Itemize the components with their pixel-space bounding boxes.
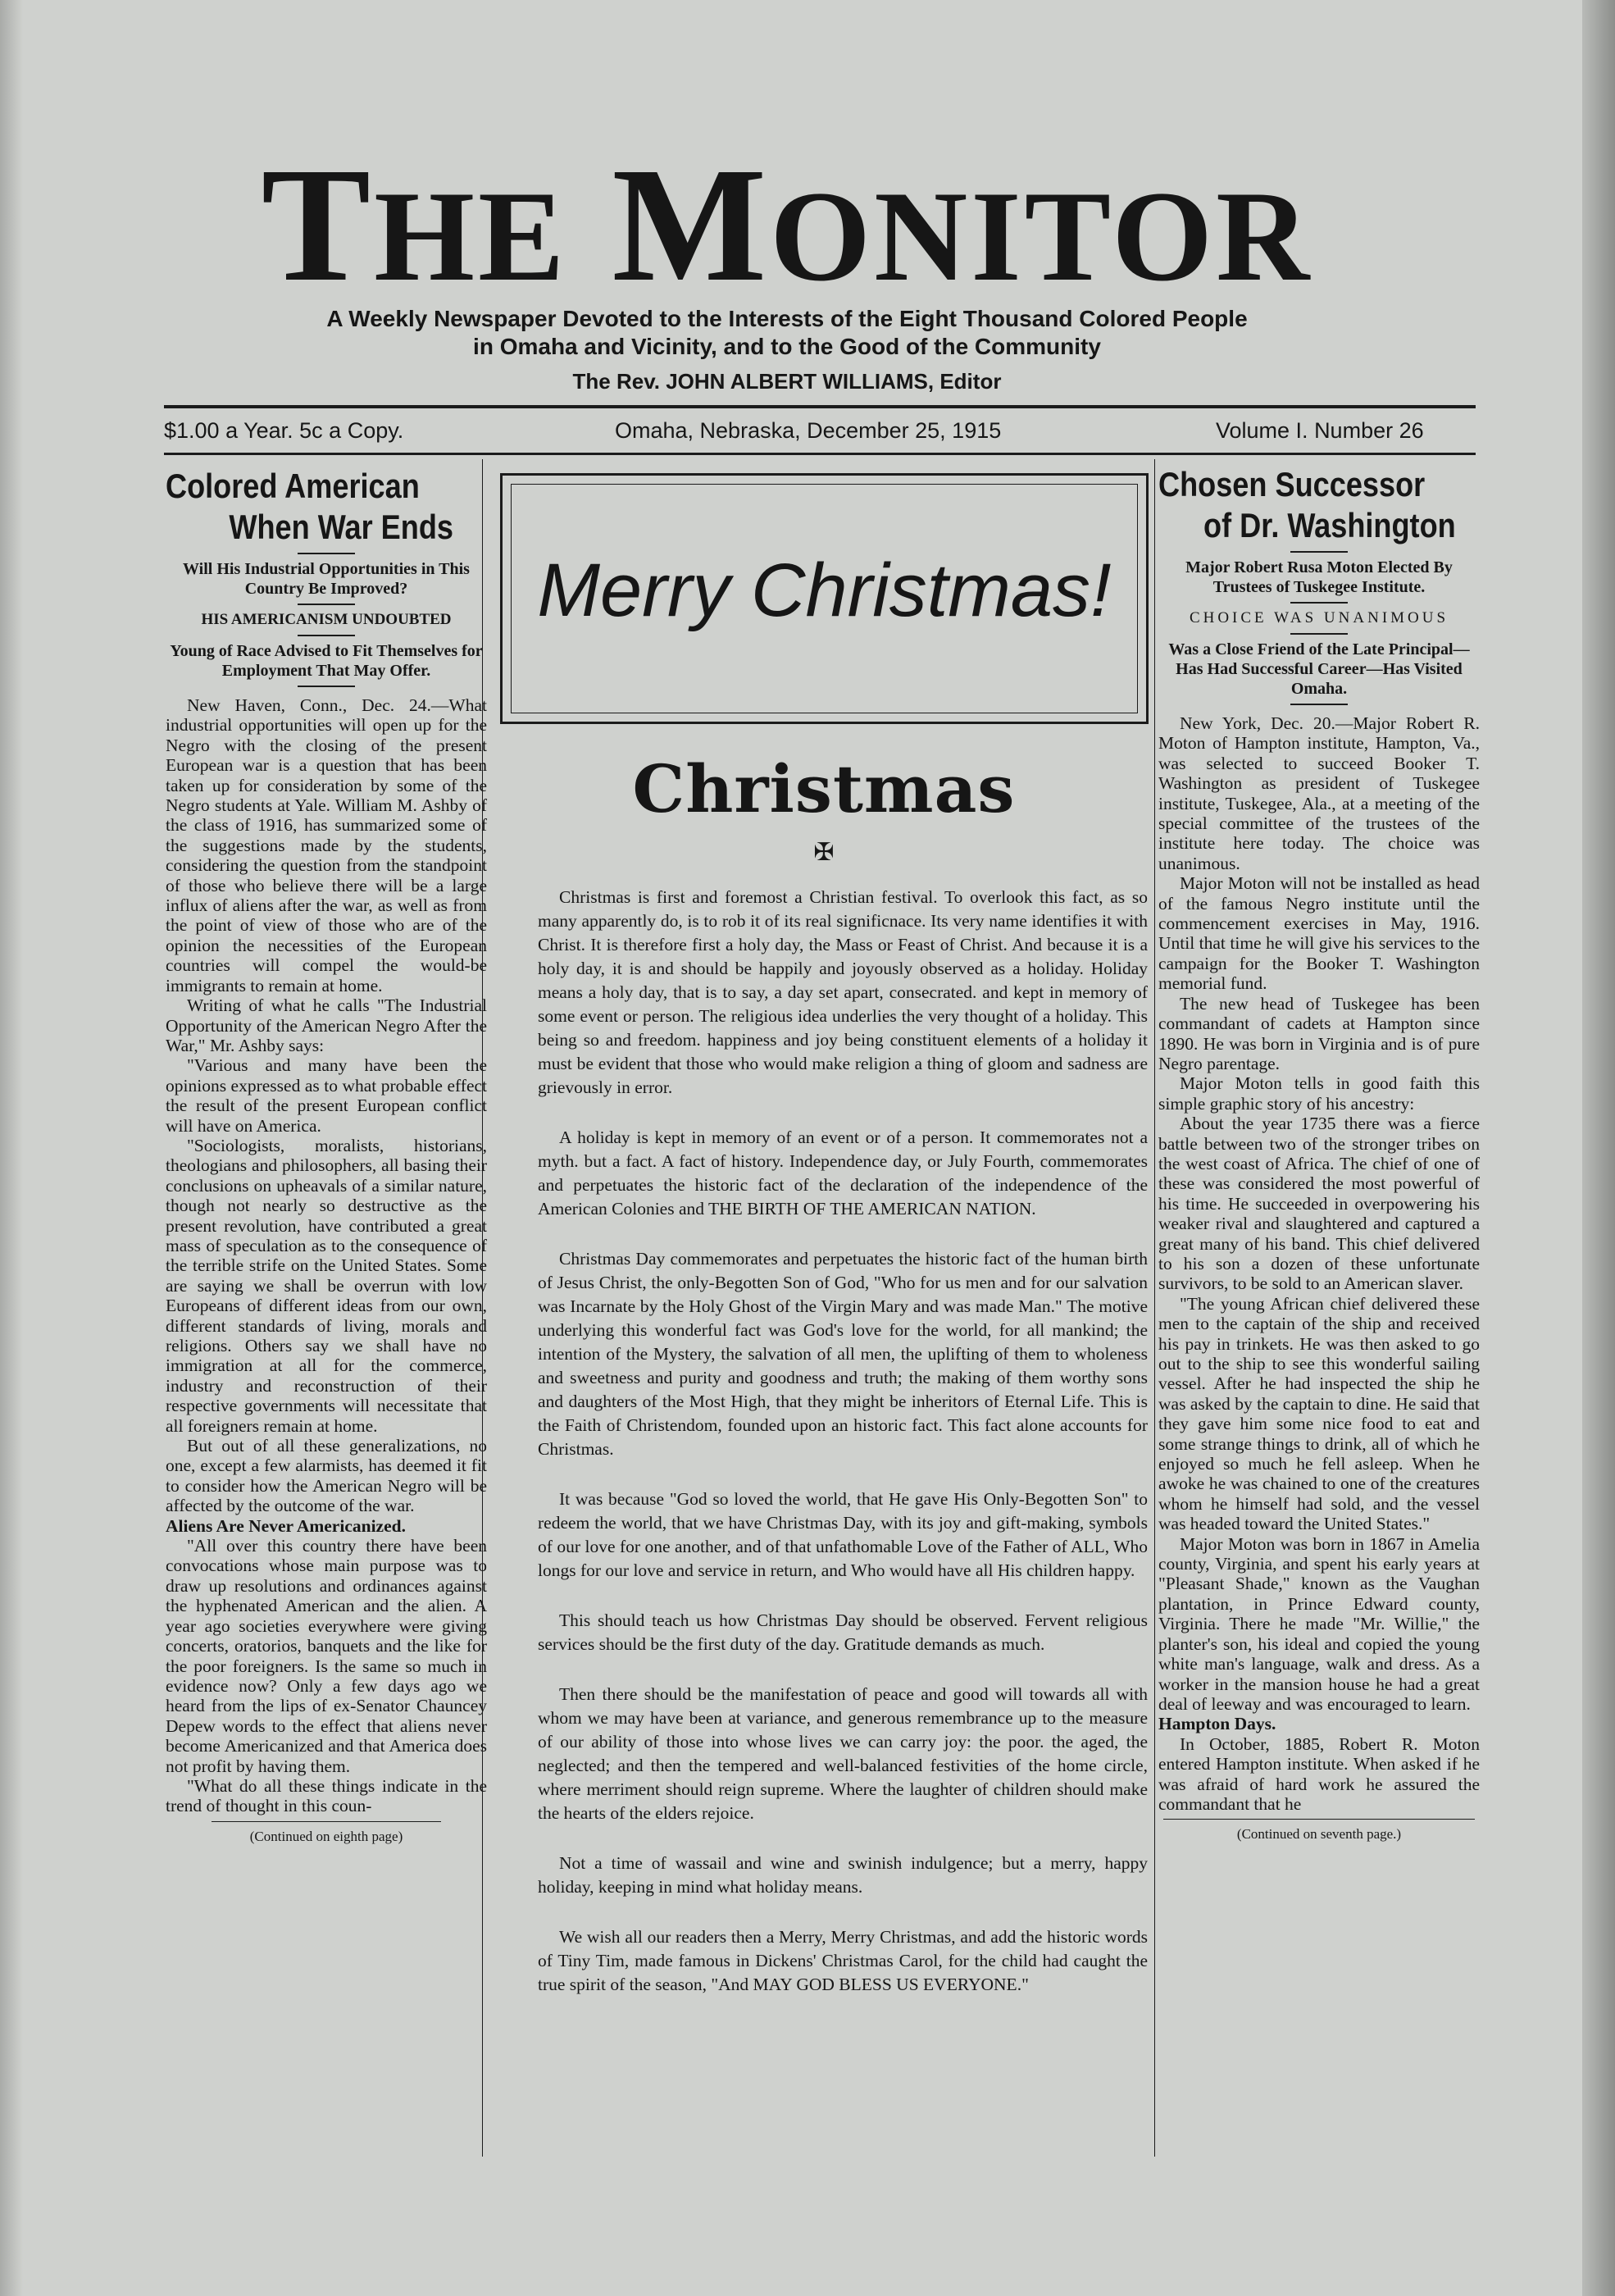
- left-headline-line-1: Colored American: [166, 467, 420, 505]
- column-divider-right: [1154, 459, 1155, 2157]
- right-paragraph: New York, Dec. 20.—Major Robert R. Moton of Hampton institute, Hampton, Va., was selected to succeed Booker T. Washington as president of Tuskegee institute, Tuskegee, Ala., at a meeting of the special committee of the trustees of the institute here today. The choice was unanimous.: [1158, 713, 1480, 873]
- right-paragraph: About the year 1735 there was a fierce battle between two of the stronger tribes on the west coast of Africa. The chief of one of these was considered the most powerful of his time. He succeeded in overpowering his weaker rival and slaughtered and captured a great many of his band. This chief delivered to his son a dozen of these unfortunate survivors, to be sold to an American slaver.: [1158, 1114, 1480, 1294]
- right-deck-1: Major Robert Rusa Moton Elected By Trustees of Tuskegee Institute.: [1185, 558, 1453, 596]
- left-paragraph: "All over this country there have been convocations whose main purpose was to draw up resolutions and ordinances against the hyphenated American and the alien. A year ago societies everywhere were giving concerts, oratorios, banquets and the like for the poor foreigners. Is the same so much in evidence now? Only a few days ago we heard from the lips of ex-Senator Chauncey Depew words to the effect that aliens never become Americanized and that America does not profit by having them.: [166, 1536, 487, 1776]
- subtitle-line-1: A Weekly Newspaper Devoted to the Interests of the Eight Thousand Colored People: [326, 306, 1248, 331]
- divider: [298, 686, 355, 687]
- left-paragraph: "Sociologists, moralists, historians, theologians and philosophers, all basing their conclusions on upheavals of a similar nature, though not nearly so destructive as the present revolution, have contributed a great mass of speculation as to the consequence of the terrible strife on the United States. Some are saying we shall be overrun with low Europeans of different ideas from our own, different standards of living, morals and religions. Others say we shall have no immigration at all for the commerce, industry and reconstruction of their respective governments will necessitate that all foreigners remain at home.: [166, 1135, 487, 1436]
- left-headline-line-2: When War Ends: [229, 508, 453, 546]
- center-paragraph: This should teach us how Christmas Day should be observed. Fervent religious services should be the first duty of the day. Gratitude demands as much.: [538, 1610, 1148, 1654]
- left-paragraph: "What do all these things indicate in the trend of thought in this coun-: [166, 1775, 487, 1816]
- subtitle-line-2: in Omaha and Vicinity, and to the Good of the Community: [473, 334, 1101, 359]
- right-headline: [1158, 464, 1468, 546]
- divider: [1290, 602, 1348, 604]
- left-deck-2: HIS AMERICANISM UNDOUBTED: [201, 611, 452, 628]
- right-paragraph: In October, 1885, Robert R. Moton entered Hampton institute. When asked if he was afraid of hard work he assured the commandant that he: [1158, 1733, 1480, 1814]
- merry-christmas-box: [500, 473, 1149, 724]
- center-paragraph: A holiday is kept in memory of an event or of a person. It commemorates not a myth. but a fact. A fact of history. Independence day, or July Fourth, commemorates and perpetuates the historic fact of the declaration of the independence of the American Colonies and THE BIRTH OF THE AMERICAN NATION.: [538, 1128, 1148, 1219]
- right-paragraph: Major Moton tells in good faith this simple graphic story of his ancestry:: [1158, 1073, 1480, 1114]
- editor-line: The Rev. JOHN ALBERT WILLIAMS, Editor: [572, 369, 1002, 394]
- center-paragraph: We wish all our readers then a Merry, Merry Christmas, and add the historic words of Tiny Tim, made famous in Dickens' Christmas Carol, for the child had caught the true spirit of the season, "And MAY GOD BLESS US EVERYONE.": [538, 1927, 1148, 1994]
- left-paragraph: "Various and many have been the opinions expressed as to what probable effect the result of the present European conflict will have on America.: [166, 1055, 487, 1136]
- masthead-title: THE MONITOR: [261, 134, 1313, 316]
- right-headline-line-1: Chosen Successor: [1158, 465, 1426, 503]
- left-continued: (Continued on eighth page): [249, 1828, 403, 1844]
- right-subhead: Hampton Days.: [1158, 1714, 1276, 1734]
- center-paragraph: Not a time of wassail and wine and swinish indulgence; but a merry, happy holiday, keeping in mind what holiday means.: [538, 1853, 1148, 1897]
- right-column: [1158, 464, 1480, 1845]
- divider: [1290, 551, 1348, 553]
- center-column: [538, 886, 1148, 2023]
- right-paragraph: Major Moton will not be installed as head of the famous Negro institute until the commencement exercises in May, 1916. Until that time he will give his services to the campaign for the Booker T. Washington memorial fund.: [1158, 873, 1480, 994]
- divider: [1163, 1819, 1475, 1820]
- left-paragraph: Writing of what he calls "The Industrial Opportunity of the American Negro After the War," Mr. Ashby says:: [166, 995, 487, 1055]
- divider: [1290, 704, 1348, 705]
- divider: [298, 604, 355, 605]
- left-paragraph: New Haven, Conn., Dec. 24.—What industrial opportunities will open up for the Negro with the closing of the present European war is a question that has been taken up for consideration by some of the Negro students at Yale. William M. Ashby of the class of 1916, has summarized some of the suggestions made by the students, considering the question from the standpoint of those who believe there will be a large influx of aliens after the war, as well as from the point of view of those who are of the opinion the necessities of the European countries will compel the would-be immigrants to remain at home.: [166, 695, 487, 995]
- divider: [1290, 633, 1348, 635]
- page-edge-right: [1582, 0, 1615, 2296]
- center-paragraph: Christmas is first and foremost a Christian festival. To overlook this fact, as so many apparently do, is to rob it of its real significnace. Its very name identifies it with Christ. It is therefore first a holy day, the Mass or Feast of Christ. And because it is a holy day, it is and should be happily and joyously observed as a holiday. Holiday means a holy day, that is to say, a day set apart, consecrated. and kept in memory of some event or person. The religious idea underlies the very thought of a holiday. This being so and freedom. happiness and joy being constituent elements of a holiday it must be evident that those who would make religion a thing of gloom and sadness are grievously in error.: [538, 887, 1148, 1097]
- right-deck-2: CHOICE WAS UNANIMOUS: [1189, 609, 1449, 626]
- info-bar: [164, 415, 1476, 448]
- left-paragraph: But out of all these generalizations, no one, except a few alarmists, has deemed it fit to consider how the American Negro will be affected by the outcome of the war.: [166, 1436, 487, 1516]
- price-label: $1.00 a Year. 5c a Copy.: [164, 418, 404, 443]
- right-continued: (Continued on seventh page.): [1236, 1826, 1402, 1843]
- center-paragraph: It was because "God so loved the world, that He gave His Only-Begotten Son" to redeem the world, that we have Christmas Day, with its joy and gift-making, symbols of our love for one another, and of that unfathomable Love of the Father of ALL, Who longs for our love and service in return, and Who would have all His children happy.: [538, 1489, 1148, 1580]
- left-subhead: Aliens Are Never Americanized.: [166, 1515, 406, 1536]
- center-paragraph: Christmas Day commemorates and perpetuates the historic fact of the human birth of Jesus Christ, the only-Begotten Son of God, "Who for us men and for our salvation was Incarnate by the Holy Ghost of the Virgin Mary and was made Man." The motive underlying this wonderful fact was God's love for the world, for all mankind; the intention of the Mystery, the salvation of all men, the uplifting of them to wholeness and sweetness and purity and goodness and truth; the making of them worthy sons and daughters of the Most High, that they might be inheritors of Eternal Life. This is the Faith of Christendom, founded upon an historic fact. This fact alone accounts for Christmas.: [538, 1249, 1148, 1459]
- volume-number: Volume I. Number 26: [1216, 418, 1424, 443]
- divider: [298, 553, 355, 554]
- left-deck-3: Young of Race Advised to Fit Themselves for Employment That May Offer.: [170, 642, 483, 680]
- dateline: Omaha, Nebraska, December 25, 1915: [615, 418, 1002, 443]
- christmas-title: Christmas: [632, 750, 1016, 827]
- cross-ornament-icon: ✠: [813, 838, 835, 867]
- left-deck-1: Will His Industrial Opportunities in This Country Be Improved?: [183, 560, 470, 598]
- top-rule: [164, 405, 1476, 408]
- right-deck-3: Was a Close Friend of the Late Principal—Has Had Successful Career—Has Visited Omaha.: [1168, 640, 1470, 698]
- right-paragraph: "The young African chief delivered these men to the captain of the ship and received his pay in trinkets. He was then asked to go out to the ship to see this wonderful sailing vessel. After he had inspected the ship he was asked by the captain to dine. He said that they gave him some nice food to eat and some strange things to drink, all of which he enjoyed so much he fell asleep. When he awoke he was chained to one of the creatures whom he himself had sold, and the vessel was headed toward the United States.": [1158, 1293, 1480, 1534]
- right-paragraph: Major Moton was born in 1867 in Amelia county, Virginia, and spent his early years at "Pleasant Shade," known as the Vaughan plantation, in Prince Edward county, Virginia. There he made "Mr. Willie," the planter's son, his ideal and copied the young white man's language, walk and dress. As a worker in the mansion house he had a great deal of leeway and was encouraged to learn.: [1158, 1533, 1480, 1714]
- divider: [212, 1821, 441, 1822]
- divider: [298, 635, 355, 636]
- page-edge-left: [0, 0, 23, 2296]
- left-column: [166, 466, 487, 1847]
- left-headline: [166, 466, 475, 548]
- right-headline-line-2: of Dr. Washington: [1203, 506, 1456, 544]
- center-paragraph: Then there should be the manifestation of peace and good will towards all with whom we may have been at variance, and generous remembrance up to the measure of our ability of those into whose lives we can carry joy: the poor. the aged, the neglected; and then the tempered and well-balanced festivities of the home circle, where merriment should reign supreme. Where the laughter of children should make the hearts of the elders rejoice.: [538, 1684, 1148, 1823]
- masthead-subtitle: [164, 305, 1410, 361]
- merry-christmas-banner: Merry Christmas!: [537, 549, 1112, 632]
- bottom-rule: [164, 453, 1476, 455]
- right-paragraph: The new head of Tuskegee has been commandant of cadets at Hampton since 1890. He was born in Virginia and is of pure Negro parentage.: [1158, 993, 1480, 1073]
